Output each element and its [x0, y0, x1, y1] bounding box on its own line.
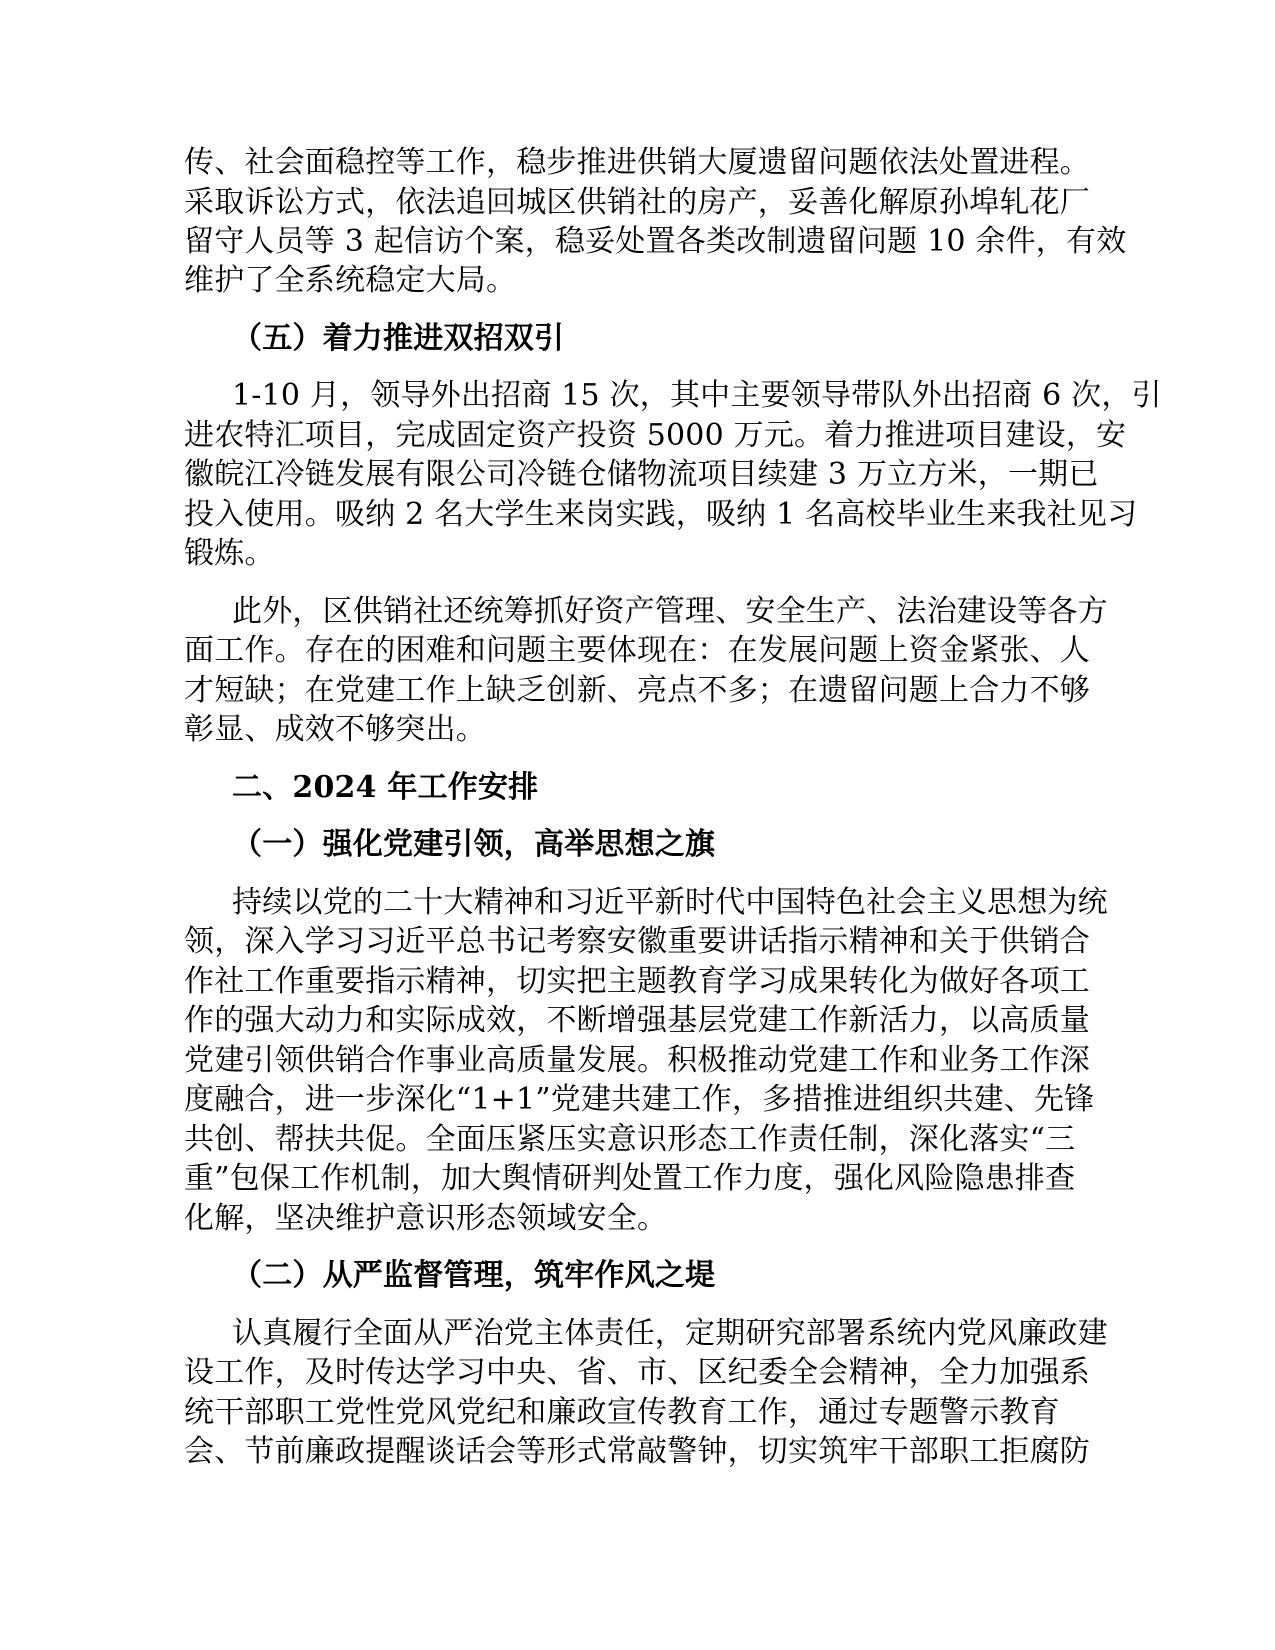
paragraph-line: 留守人员等 3 起信访个案，稳妥处置各类改制遗留问题 10 余件，有效 [184, 224, 1127, 259]
paragraph-line: 进农特汇项目，完成固定资产投资 5000 万元。着力推进项目建设，安 [184, 418, 1127, 453]
paragraph-line: 会、节前廉政提醒谈话会等形式常敲警钟，切实筑牢干部职工拒腐防 [184, 1434, 1090, 1469]
paragraph-line: 作的强大动力和实际成效，不断增强基层党建工作新活力，以高质量 [184, 1003, 1090, 1038]
paragraph-line: 传、社会面稳控等工作，稳步推进供销大厦遗留问题依法处置进程。 [184, 145, 1090, 180]
paragraph-line: 维护了全系统稳定大局。 [184, 263, 517, 298]
paragraph-line: 采取诉讼方式，依法追回城区供销社的房产，妥善化解原孙埠轧花厂 [184, 185, 1090, 220]
paragraph-line: 统干部职工党性党风党纪和廉政宣传教育工作，通过专题警示教育 [184, 1395, 1060, 1430]
paragraph-line: 持续以党的二十大精神和习近平新时代中国特色社会主义思想为统 [232, 885, 1108, 920]
paragraph-line: 共创、帮扶共促。全面压紧压实意识形态工作责任制，深化落实“三 [184, 1122, 1076, 1157]
paragraph-line: 1-10 月，领导外出招商 15 次，其中主要领导带队外出招商 6 次，引 [232, 378, 1162, 413]
subsection-heading: （二）从严监督管理，筑牢作风之堤 [232, 1258, 716, 1293]
paragraph-line: 作社工作重要指示精神，切实把主题教育学习成果转化为做好各项工 [184, 964, 1090, 999]
paragraph-line: 度融合，进一步深化“1+1”党建共建工作，多措推进组织共建、先锋 [184, 1082, 1095, 1117]
paragraph-line: 设工作，及时传达学习中央、省、市、区纪委全会精神，全力加强系 [184, 1355, 1090, 1390]
paragraph-line: 彰显、成效不够突出。 [184, 712, 486, 747]
paragraph-line: 投入使用。吸纳 2 名大学生来岗实践，吸纳 1 名高校毕业生来我社见习 [184, 497, 1138, 532]
paragraph-line: 党建引领供销合作事业高质量发展。积极推动党建工作和业务工作深 [184, 1043, 1090, 1078]
paragraph-line: 化解，坚决维护意识形态领域安全。 [184, 1201, 668, 1236]
paragraph-line: 才短缺；在党建工作上缺乏创新、亮点不多；在遗留问题上合力不够 [184, 673, 1090, 708]
subsection-heading: （一）强化党建引领，高举思想之旗 [232, 827, 716, 862]
section-heading: （五）着力推进双招双引 [232, 321, 565, 356]
paragraph-line: 锻炼。 [184, 536, 275, 571]
paragraph-line: 此外，区供销社还统筹抓好资产管理、安全生产、法治建设等各方 [232, 594, 1108, 629]
paragraph-line: 领，深入学习习近平总书记考察安徽重要讲话指示精神和关于供销合 [184, 924, 1090, 959]
paragraph-line: 面工作。存在的困难和问题主要体现在：在发展问题上资金紧张、人 [184, 633, 1090, 668]
paragraph-line: 重”包保工作机制，加大舆情研判处置工作力度，强化风险隐患排查 [184, 1161, 1076, 1196]
section-heading: 二、2024 年工作安排 [232, 770, 539, 805]
paragraph-line: 徽皖江冷链发展有限公司冷链仓储物流项目续建 3 万立方米，一期已 [184, 457, 1099, 492]
paragraph-line: 认真履行全面从严治党主体责任，定期研究部署系统内党风廉政建 [232, 1316, 1108, 1351]
